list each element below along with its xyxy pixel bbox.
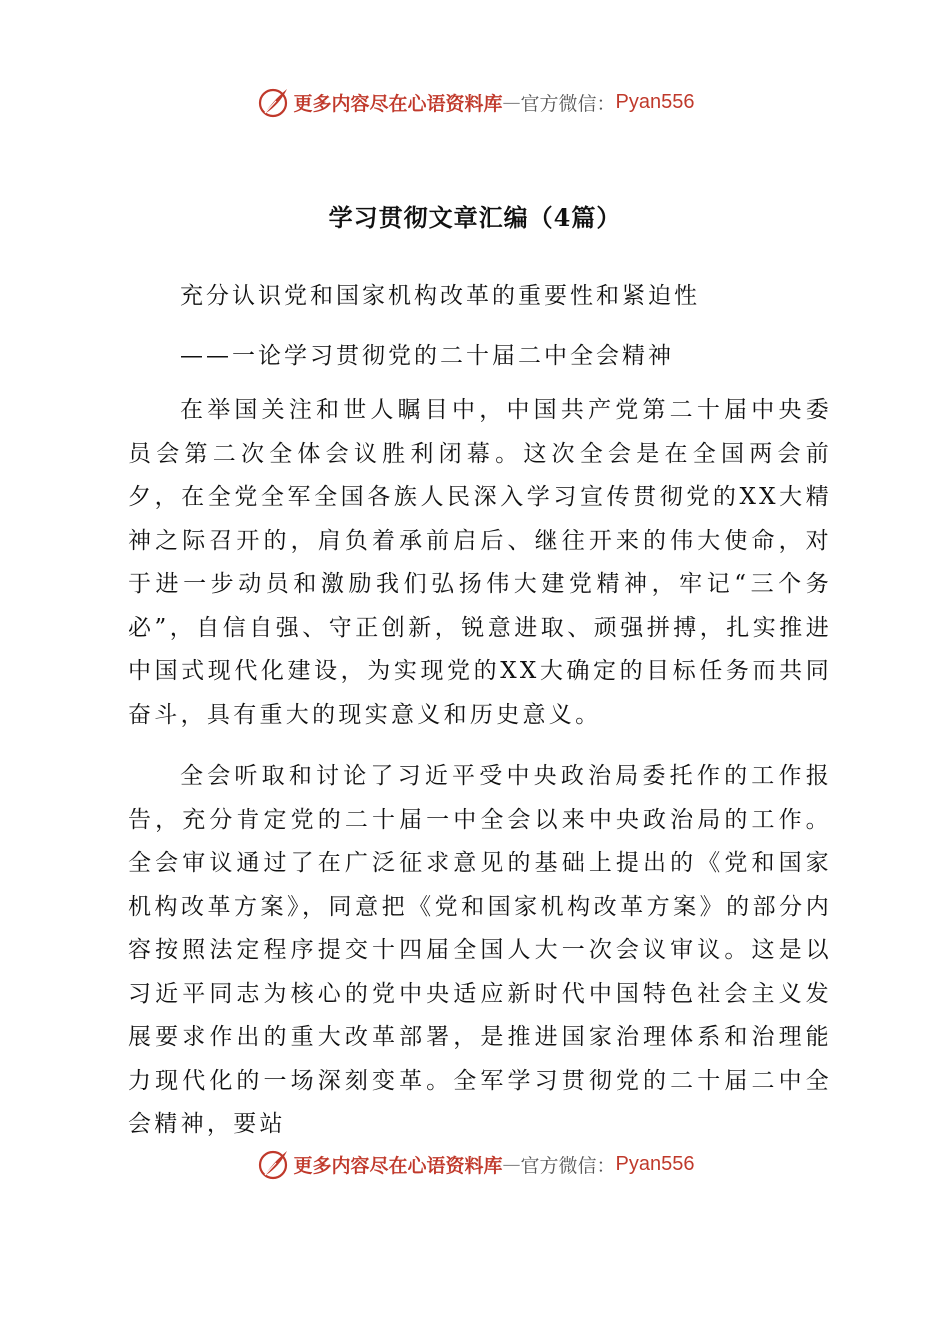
- watermark-main-text: 更多内容尽在心语资料库: [293, 1154, 503, 1177]
- quill-logo-icon: [256, 1146, 292, 1182]
- watermark-label: 官方微信：: [520, 1154, 616, 1177]
- article-subtitle: 充分认识党和国家机构改革的重要性和紧迫性: [180, 283, 700, 309]
- watermark-banner-top: [0, 82, 950, 122]
- watermark-label: 官方微信：: [520, 92, 616, 115]
- watermark-dash: —: [502, 1153, 521, 1175]
- watermark-wechat-id: Pyan556: [615, 1152, 695, 1175]
- watermark-wechat-id: Pyan556: [615, 90, 695, 113]
- watermark-dash: —: [502, 91, 521, 113]
- quill-logo-icon: [256, 84, 292, 120]
- document-title: 学习贯彻文章汇编（4篇）: [328, 203, 622, 232]
- watermark-main-text: 更多内容尽在心语资料库: [293, 92, 503, 115]
- body-paragraph-1: 在举国关注和世人瞩目中，中国共产党第二十届中央委员会第二次全体会议胜利闭幕。这次全会是在全国两会前夕，在全党全军全国各族人民深入学习宣传贯彻党的XX大精神之际召开的，肩负着承前启后、继往开来的伟大使命，对于进一步动员和激励我们弘扬伟大建党精神，牢记“三个务必”，自信自强、守正创新，锐意进取、顽强拼搏，扎实推进中国式现代化建设，为实现党的XX大确定的目标任务而共同奋斗，具有重大的现实意义和历史意义。: [128, 397, 832, 728]
- body-paragraph-2: 全会听取和讨论了习近平受中央政治局委托作的工作报告，充分肯定党的二十届一中全会以来中央政治局的工作。全会审议通过了在广泛征求意见的基础上提出的《党和国家机构改革方案》，同意把《党和国家机构改革方案》的部分内容按照法定程序提交十四届全国人大一次会议审议。这是以习近平同志为核心的党中央适应新时代中国特色社会主义发展要求作出的重大改革部署，是推进国家治理体系和治理能力现代化的一场深刻变革。全军学习贯彻党的二十届二中全会精神，要站: [128, 763, 832, 1137]
- article-byline: ——一论学习贯彻党的二十届二中全会精神: [180, 343, 674, 369]
- watermark-banner-bottom: [0, 1144, 950, 1184]
